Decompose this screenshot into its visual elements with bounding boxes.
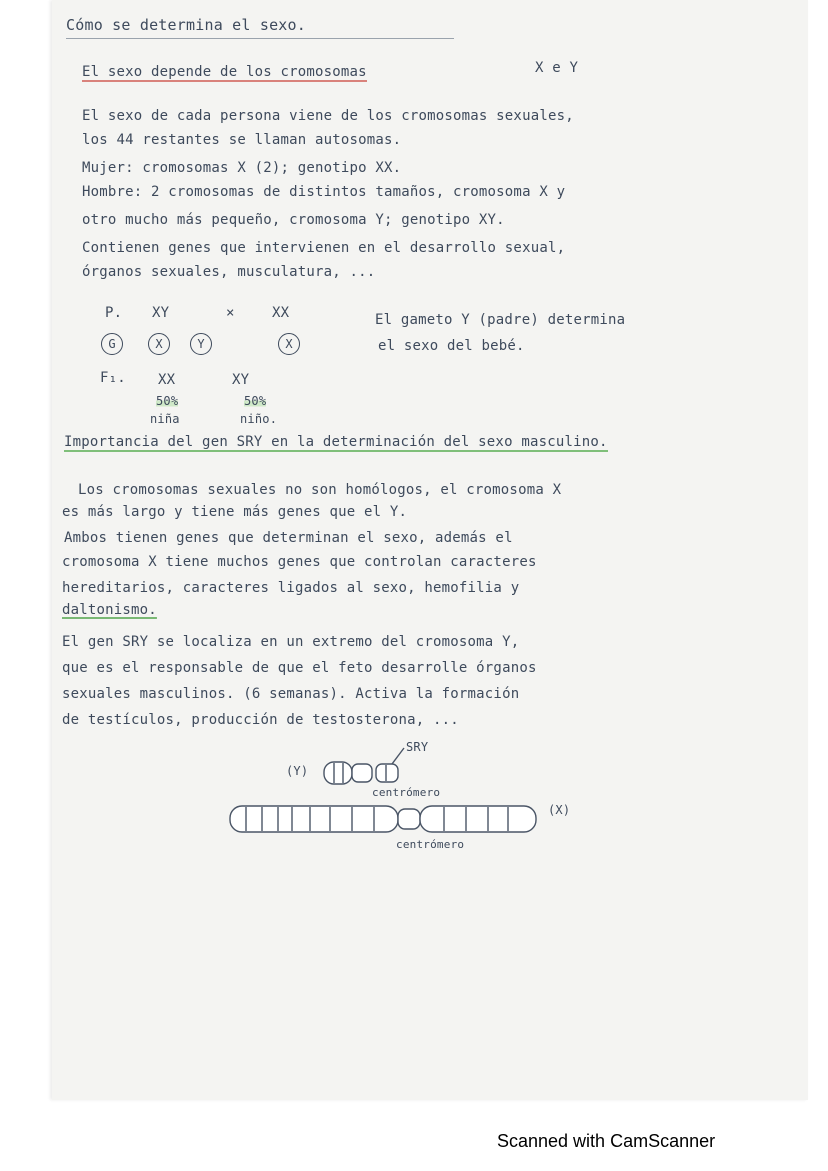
paragraph1-line7: órganos sexuales, musculatura, ... [82,264,376,280]
section2-line9: sexuales masculinos. (6 semanas). Activa la formación [62,686,520,702]
sry-pointer [392,748,404,764]
section2-line2: es más largo y tiene más genes que el Y. [62,504,408,520]
section2-line6: daltonismo. [62,602,157,618]
cross-times: × [226,305,235,321]
cross-parent2: XX [272,305,290,321]
diagram-centromere-bottom: centrómero [396,838,465,851]
cross-f1-label: F₁. [100,370,126,386]
cross-gamete-y: Y [190,333,212,355]
cross-child2: XY [232,372,250,388]
cross-gamete-x2: X [278,333,300,355]
section2-line1: Los cromosomas sexuales no son homólogos, el cromosoma X [78,482,562,498]
cross-note-line1: El gameto Y (padre) determina [375,312,626,328]
paragraph1-line5: otro mucho más pequeño, cromosoma Y; genotipo XY. [82,212,505,228]
diagram-centromere-top: centrómero [372,786,441,799]
cross-p-label: P. [105,305,123,321]
diagram-sry-label: SRY [406,740,429,754]
paragraph1-line4: Hombre: 2 cromosomas de distintos tamaños, cromosoma X y [82,184,566,200]
section2-line4: cromosoma X tiene muchos genes que controlan caracteres [62,554,537,570]
diagram-y-label: (Y) [286,764,309,778]
section2-line10: de testículos, producción de testosterona, ... [62,712,459,728]
y-chromosome [324,762,398,784]
scanner-watermark: Scanned with CamScanner [497,1131,716,1151]
diagram-x-label: (X) [548,803,571,817]
cross-child1: XX [158,372,176,388]
cross-parent1: XY [152,305,170,321]
cross-gamete-x: X [148,333,170,355]
cross-child2-pct: 50% [244,394,267,408]
paragraph1-line2: los 44 restantes se llaman autosomas. [82,132,402,148]
cross-note-line2: el sexo del bebé. [378,338,525,354]
section2-line7: El gen SRY se localiza en un extremo del cromosoma Y, [62,634,520,650]
intro-chromosomes: X e Y [535,60,579,76]
intro-text: El sexo depende de los cromosomas [82,64,367,80]
cross-child1-pct: 50% [156,394,179,408]
x-chromosome [230,806,536,832]
paragraph1-line6: Contienen genes que intervienen en el desarrollo sexual, [82,240,566,256]
cross-child1-label: niña [150,412,180,426]
paragraph1-line3: Mujer: cromosomas X (2); genotipo XX. [82,160,402,176]
paragraph1-line1: El sexo de cada persona viene de los cromosomas sexuales, [82,108,574,124]
section2-heading: Importancia del gen SRY en la determinación del sexo masculino. [64,434,608,450]
cross-g-label: G [101,333,123,355]
section2-line8: que es el responsable de que el feto desarrolle órganos [62,660,537,676]
section2-line5: hereditarios, caracteres ligados al sexo, hemofilia y [62,580,520,596]
section2-line3: Ambos tienen genes que determinan el sexo, además el [64,530,513,546]
cross-child2-label: niño. [240,412,278,426]
page-title: Cómo se determina el sexo. [66,16,306,34]
